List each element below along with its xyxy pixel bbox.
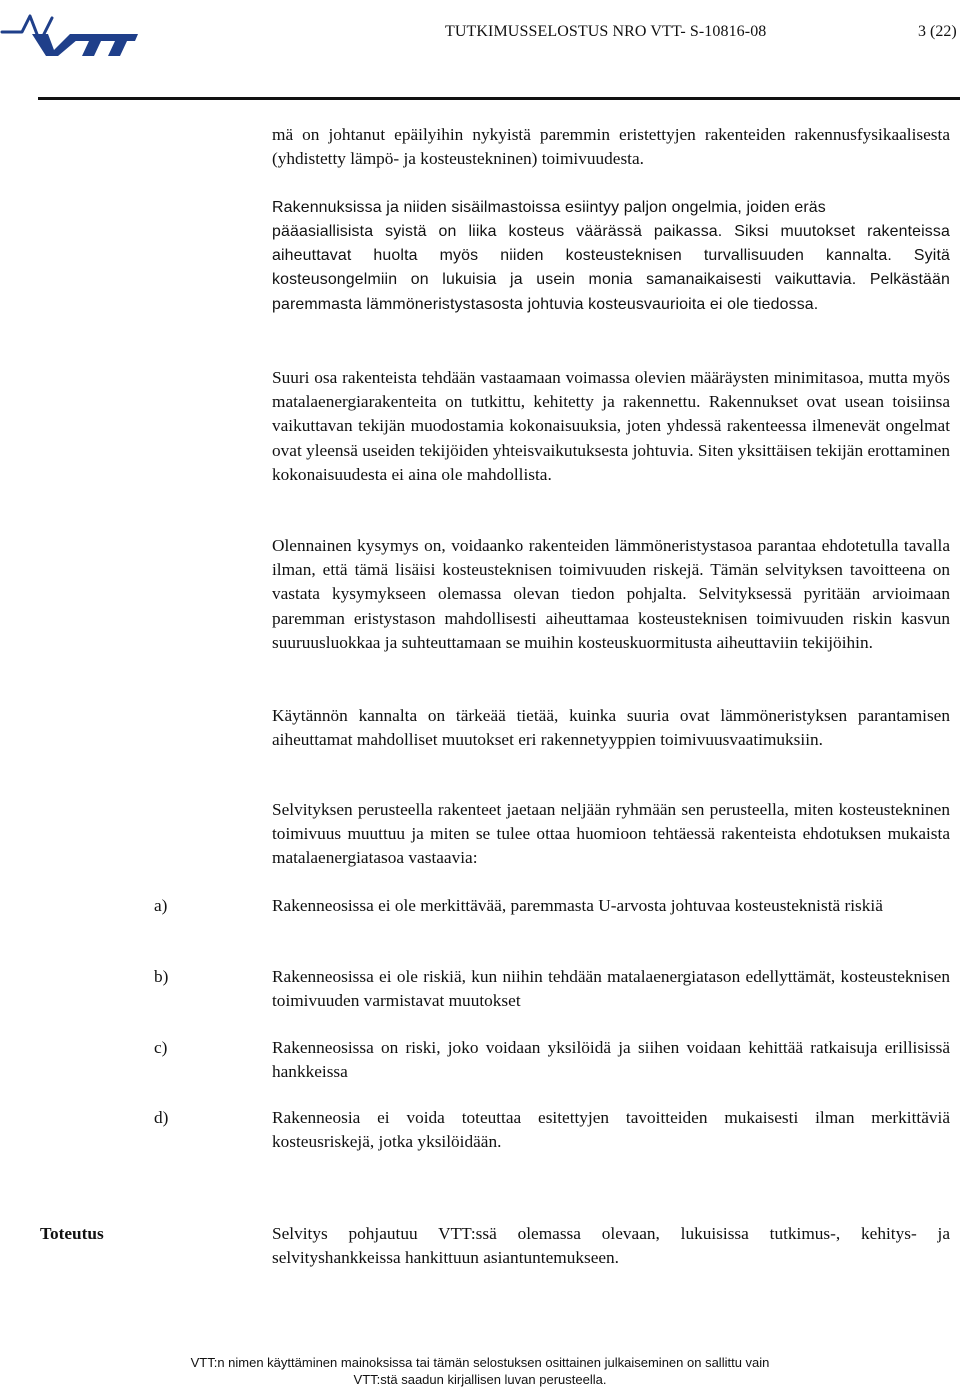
paragraph-1: mä on johtanut epäilyihin nykyistä paremmin eristettyjen rakenteiden rakennusfysikaalisesta (yhdistetty lämpö- ja kosteustekninen) toimivuudesta. xyxy=(272,125,950,169)
section-heading-toteutus: Toteutus xyxy=(40,1224,104,1243)
header-divider xyxy=(38,97,960,100)
list-label-a: a) xyxy=(154,896,168,915)
list-label-b: b) xyxy=(154,967,169,986)
paragraph-5: Käytännön kannalta on tärkeää tietää, kuinka suuria ovat lämmöneristyksen parantamisen aiheuttamat mahdolliset muutokset eri rakennetyyppien toimivuusvaatimuksiin. xyxy=(272,706,950,750)
list-item-d: Rakenneosia ei voida toteuttaa esitettyjen tavoitteiden mukaisesti ilman merkittäviä kosteusriskejä, jotka yksilöidään. xyxy=(272,1108,950,1152)
footer-line-2: VTT:stä saadun kirjallisen luvan perusteella. xyxy=(353,1372,607,1387)
vtt-logo-mark xyxy=(0,4,140,60)
page-number: 3 (22) xyxy=(918,23,957,40)
footer-line-1: VTT:n nimen käyttäminen mainoksissa tai tämän selostuksen osittainen julkaiseminen on sallittu vain xyxy=(190,1355,770,1370)
list-label-d: d) xyxy=(154,1108,169,1127)
paragraph-4: Olennainen kysymys on, voidaanko rakenteiden lämmöneristystasoa parantaa ehdotetulla tavalla ilman, että tämä lisäisi kosteusteknisen toimivuuden riskejä. Tämän selvityksen tavoitteena on vastata kysymykseen olemassa olevan tiedon pohjalta. Selvityksessä pyritään arvioimaan paremman eristystason mahdollisesti aiheuttamaa kosteusteknisen toimivuuden riskin kasvun suuruusluokkaa ja suhteuttamaan se muihin kosteuskuormitusta aiheuttaviin tekijöihin. xyxy=(272,536,950,652)
paragraph-2: pääasiallisista syistä on liika kosteus väärässä paikassa. Siksi muutokset rakenteissa aiheuttavat huolta myös niiden kosteusteknisen turvallisuuden kannalta. Syitä kosteusongelmiin on lukuisia ja usein monia samanaikaisesti vaikuttavia. Pelkästään paremmasta lämmöneristystasosta johtuvia kosteusvaurioita ei ole tiedossa. xyxy=(272,223,950,313)
vtt-logo xyxy=(0,4,140,60)
report-title: TUTKIMUSSELOSTUS NRO VTT- S-10816-08 xyxy=(445,23,767,40)
list-item-c: Rakenneosissa on riski, joko voidaan yksilöidä ja siihen voidaan kehittää ratkaisuja erillisissä hankkeissa xyxy=(272,1038,950,1082)
list-item-a: Rakenneosissa ei ole merkittävää, paremmasta U-arvosta johtuvaa kosteusteknistä riskiä xyxy=(272,896,883,915)
paragraph-6: Selvityksen perusteella rakenteet jaetaan neljään ryhmään sen perusteella, miten kosteustekninen toimivuus muuttuu ja miten se tulee ottaa huomioon tehtäessä rakenteista ehdotuksen mukaista matalaenergiatasoa vastaavia: xyxy=(272,800,950,868)
paragraph-2-intro: Rakennuksissa ja niiden sisäilmastoissa esiintyy paljon ongelmia, joiden eräs xyxy=(272,199,826,216)
list-item-b: Rakenneosissa ei ole riskiä, kun niihin tehdään matalaenergiatason edellyttämät, kosteusteknisen toimivuuden varmistavat muutokset xyxy=(272,967,950,1011)
page-footer xyxy=(0,1354,960,1388)
list-label-c: c) xyxy=(154,1038,168,1057)
toteutus-text: Selvitys pohjautuu VTT:ssä olemassa olevaan, lukuisissa tutkimus-, kehitys- ja selvityshankkeissa hankittuun asiantuntemukseen. xyxy=(272,1224,950,1268)
paragraph-3: Suuri osa rakenteista tehdään vastaamaan voimassa olevien määräysten minimitasoa, mutta myös matalaenergiarakenteita on tutkittu, kehitetty ja rakennettu. Rakennukset ovat usean toisiinsa vaikuttavan tekijän muodostamia kokonaisuuksia, joten yhdessä rakenteessa ilmenevät ongelmat ovat yleensä useiden tekijöiden yhteisvaikutuksesta johtuvia. Siten yksittäisen tekijän erottaminen kokonaisuudesta ei aina ole mahdollista. xyxy=(272,368,950,484)
